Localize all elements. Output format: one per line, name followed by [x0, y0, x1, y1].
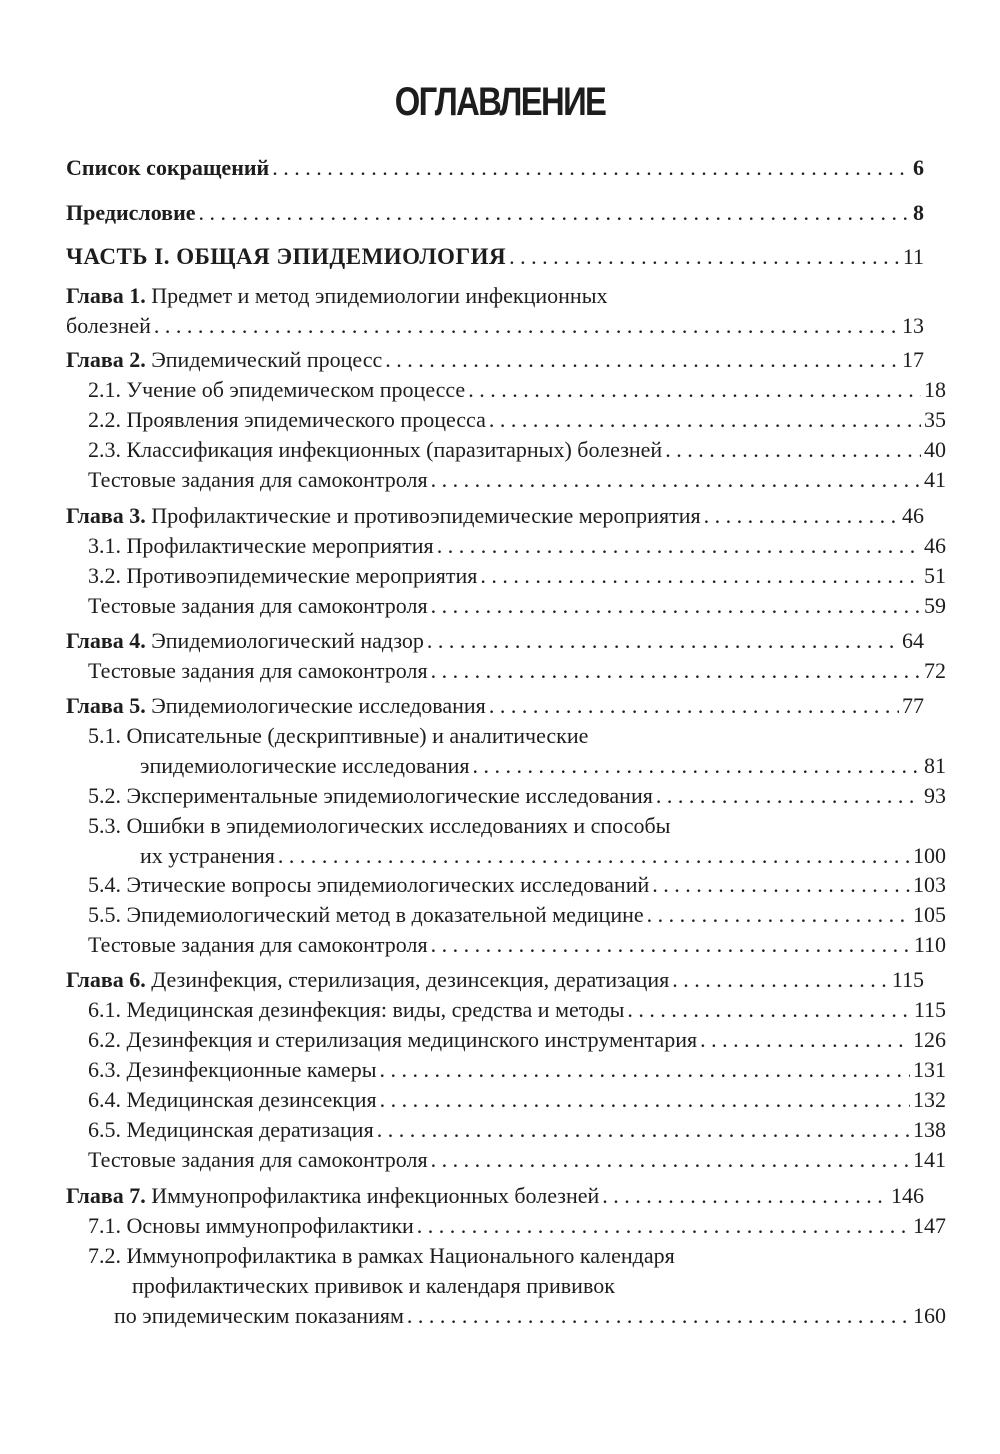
toc-entry-abbreviations[interactable]: Список сокращений . . . 6: [66, 153, 924, 183]
page-number: 40: [924, 437, 946, 462]
toc-entry-tests-chapter-3[interactable]: Тестовые задания для самоконтроля . . . 59: [66, 591, 946, 621]
page-number: 138: [913, 1117, 946, 1142]
toc-entry-section-5-3[interactable]: 5.3. Ошибки в эпидемиологических исследованиях и способы их устранения . . . 100: [66, 811, 946, 871]
toc-entry-tests-chapter-6[interactable]: Тестовые задания для самоконтроля . . . 141: [66, 1145, 946, 1175]
toc-entry-section-2-3[interactable]: 2.3. Классификация инфекционных (паразитарных) болезней . . . 40: [66, 435, 946, 465]
toc-entry-preface[interactable]: Предисловие . . . 8: [66, 198, 924, 228]
toc-entry-chapter-4[interactable]: Глава 4. Эпидемиологический надзор . . . 64: [66, 626, 924, 656]
toc-entry-section-5-2[interactable]: 5.2. Экспериментальные эпидемиологические исследования . . . 93: [66, 781, 946, 811]
page-number: 46: [902, 503, 924, 528]
chapter-label: Глава 2.: [66, 347, 146, 372]
page-number: 131: [913, 1057, 946, 1082]
page-number: 17: [902, 347, 924, 372]
chapter-label: Глава 5.: [66, 693, 146, 718]
toc-entry-tests-chapter-5[interactable]: Тестовые задания для самоконтроля . . . 110: [66, 930, 946, 960]
toc-entry-section-2-1[interactable]: 2.1. Учение об эпидемическом процессе . . . 18: [66, 375, 946, 405]
toc-entry-chapter-7[interactable]: Глава 7. Иммунопрофилактика инфекционных болезней . . . 146: [66, 1181, 924, 1211]
toc-entry-tests-chapter-4[interactable]: Тестовые задания для самоконтроля . . . 72: [66, 656, 946, 686]
toc-entry-chapter-1[interactable]: Глава 1. Предмет и метод эпидемиологии инфекционных болезней . . . 13: [66, 281, 924, 341]
page-number: 46: [924, 533, 946, 558]
toc-entry-section-5-1[interactable]: 5.1. Описательные (дескриптивные) и аналитические эпидемиологические исследования . . . 81: [66, 721, 946, 781]
toc-entry-chapter-2[interactable]: Глава 2. Эпидемический процесс . . . 17: [66, 345, 924, 375]
page-number: 141: [913, 1147, 946, 1172]
page-number: 41: [924, 467, 946, 492]
chapter-label: Глава 7.: [66, 1183, 146, 1208]
page-number: 115: [891, 967, 924, 992]
page-number: 115: [913, 997, 946, 1022]
toc-entry-section-6-2[interactable]: 6.2. Дезинфекция и стерилизация медицинского инструментария . . . 126: [66, 1025, 946, 1055]
toc-entry-section-3-2[interactable]: 3.2. Противоэпидемические мероприятия . . . 51: [66, 561, 946, 591]
page-number: 6: [913, 155, 924, 180]
page-number: 105: [913, 902, 946, 927]
toc-entry-section-6-3[interactable]: 6.3. Дезинфекционные камеры . . . 131: [66, 1055, 946, 1085]
toc-entry-chapter-5[interactable]: Глава 5. Эпидемиологические исследования . . . 77: [66, 691, 924, 721]
page-number: 160: [913, 1303, 946, 1328]
chapter-label: Глава 3.: [66, 503, 146, 528]
page-number: 77: [902, 693, 924, 718]
toc-entry-section-7-1[interactable]: 7.1. Основы иммунопрофилактики . . . 147: [66, 1211, 946, 1241]
toc-entry-section-6-4[interactable]: 6.4. Медицинская дезинсекция . . . 132: [66, 1085, 946, 1115]
page-number: 18: [924, 377, 946, 402]
page-number: 103: [913, 872, 946, 897]
page-number: 11: [902, 244, 924, 269]
toc-entry-section-3-1[interactable]: 3.1. Профилактические мероприятия . . . 46: [66, 531, 946, 561]
toc-entry-section-6-5[interactable]: 6.5. Медицинская дератизация . . . 138: [66, 1115, 946, 1145]
page-number: 13: [902, 313, 924, 338]
toc-entry-section-6-1[interactable]: 6.1. Медицинская дезинфекция: виды, средства и методы . . . 115: [66, 995, 946, 1025]
page-title: ОГЛАВЛЕНИЕ: [394, 80, 606, 124]
toc-entry-tests-chapter-2[interactable]: Тестовые задания для самоконтроля . . . 41: [66, 465, 946, 495]
toc-entry-section-7-2[interactable]: 7.2. Иммунопрофилактика в рамках Национального календаря профилактических прививок и календаря прививок по эпидемическим показаниям . . . 160: [66, 1241, 946, 1331]
page-number: 110: [913, 932, 946, 957]
toc-entry-section-5-5[interactable]: 5.5. Эпидемиологический метод в доказательной медицине . . . 105: [66, 900, 946, 930]
page-number: 72: [924, 658, 946, 683]
toc-entry-chapter-3[interactable]: Глава 3. Профилактические и противоэпидемические мероприятия . . . 46: [66, 501, 924, 531]
page-number: 126: [913, 1027, 946, 1052]
page-number: 147: [913, 1213, 946, 1238]
page-number: 51: [924, 563, 946, 588]
page-number: 81: [924, 753, 946, 778]
page-number: 59: [924, 593, 946, 618]
page-number: 8: [913, 200, 924, 225]
page-number: 146: [891, 1183, 924, 1208]
chapter-label: Глава 4.: [66, 628, 146, 653]
chapter-label: Глава 1.: [66, 283, 146, 308]
page-number: 35: [924, 407, 946, 432]
page-number: 132: [913, 1087, 946, 1112]
toc-entry-section-2-2[interactable]: 2.2. Проявления эпидемического процесса . . . 35: [66, 405, 946, 435]
page-number: 100: [913, 843, 946, 868]
page-number: 93: [924, 783, 946, 808]
toc-entry-chapter-6[interactable]: Глава 6. Дезинфекция, стерилизация, дезинсекция, дератизация . . . 115: [66, 965, 924, 995]
page-number: 64: [902, 628, 924, 653]
toc-entry-section-5-4[interactable]: 5.4. Этические вопросы эпидемиологических исследований . . . 103: [66, 870, 946, 900]
toc-entry-part-1[interactable]: ЧАСТЬ I. ОБЩАЯ ЭПИДЕМИОЛОГИЯ . . . 11: [66, 242, 924, 272]
chapter-label: Глава 6.: [66, 967, 146, 992]
